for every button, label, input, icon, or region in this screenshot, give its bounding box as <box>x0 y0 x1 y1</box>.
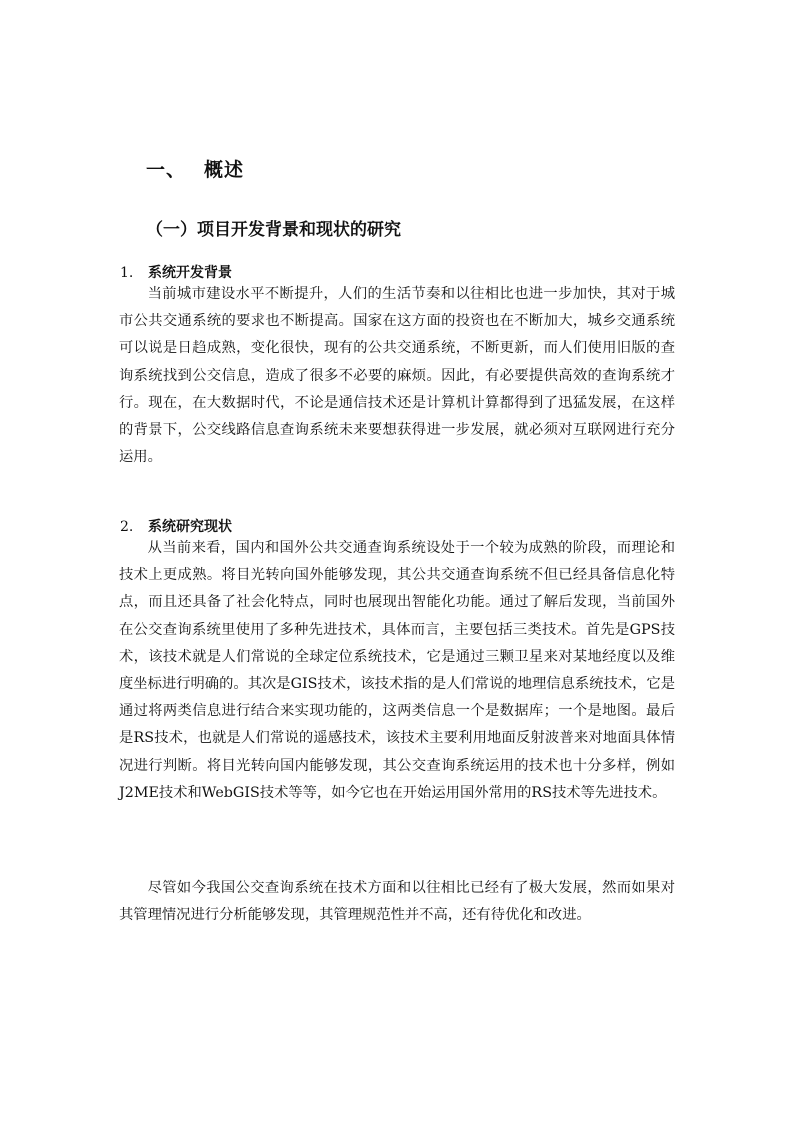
heading-level-1-title: 概述 <box>204 159 245 181</box>
section-2-heading <box>120 516 232 536</box>
section-1-number: 1. <box>120 265 134 281</box>
section-1-paragraph: 当前城市建设水平不断提升，人们的生活节奏和以往相比也进一步加快，其对于城市公共交通系统的要求也不断提高。国家在这方面的投资也在不断加大，城乡交通系统可以说是日趋成熟，变化很快，现有的公共交通系统，不断更新，而人们使用旧版的查询系统找到公交信息，造成了很多不必要的麻烦。因此，有必要提供高效的查询系统才行。现在，在大数据时代，不论是通信技术还是计算机计算都得到了迅猛发展，在这样的背景下，公交线路信息查询系统未来要想获得进一步发展，就必须对互联网进行充分运用。 <box>119 286 675 466</box>
section-2-paragraph-2: 尽管如今我国公交查询系统在技术方面和以往相比已经有了极大发展，然而如果对其管理情况进行分析能够发现，其管理规范性并不高，还有待优化和改进。 <box>119 880 675 924</box>
section-2-paragraph-1: 从当前来看，国内和国外公共交通查询系统设处于一个较为成熟的阶段，而理论和技术上更成熟。将目光转向国外能够发现，其公共交通查询系统不但已经具备信息化特点，而且还具备了社会化特点，同时也展现出智能化功能。通过了解后发现，当前国外在公交查询系统里使用了多种先进技术，具体而言，主要包括三类技术。首先是GPS技术，该技术就是人们常说的全球定位系统技术，它是通过三颗卫星来对某地经度以及维度坐标进行明确的。其次是GIS技术，该技术指的是人们常说的地理信息系统技术，它是通过将两类信息进行结合来实现功能的，这两类信息一个是数据库；一个是地图。最后是RS技术，也就是人们常说的遥感技术，该技术主要利用地面反射波普来对地面具体情况进行判断。将目光转向国内能够发现，其公交查询系统运用的技术也十分多样，例如J2ME技术和WebGIS技术等等，如今它也在开始运用国外常用的RS技术等先进技术。 <box>119 540 675 801</box>
section-1-title: 系统开发背景 <box>148 265 232 281</box>
heading-level-2: （一）项目开发背景和现状的研究 <box>146 220 401 240</box>
section-1-heading <box>120 262 232 282</box>
heading-level-1-number: 一、 <box>146 159 187 181</box>
heading-level-1 <box>146 155 244 182</box>
section-2-title: 系统研究现状 <box>148 519 232 535</box>
section-2-number: 2. <box>120 519 134 535</box>
